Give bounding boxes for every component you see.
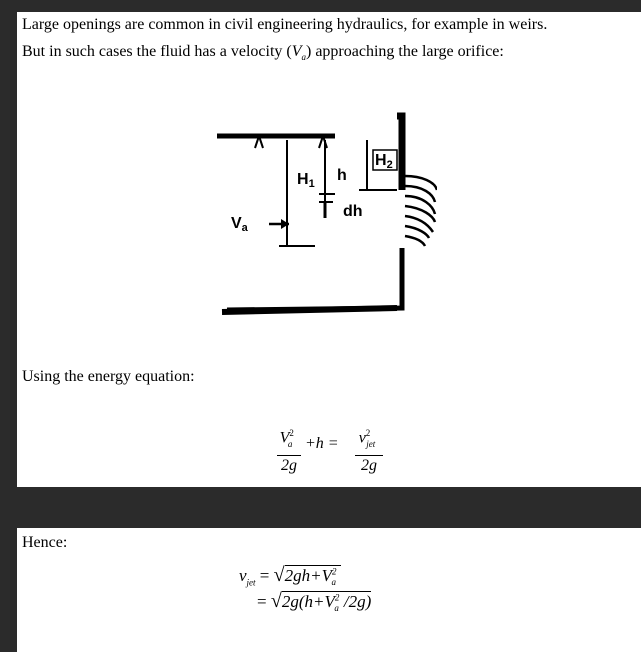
equation2-line-1: $v_{jet} = √2gh+V^2_a$	[239, 564, 341, 587]
intro-line-2-after: ) approaching the large orifice:	[306, 43, 504, 60]
intro-line-2	[22, 41, 504, 68]
energy-text: Using the energy equation:	[22, 368, 195, 385]
label-h: h	[337, 167, 347, 184]
content-panel-bottom	[17, 528, 641, 652]
lhs-fraction: $V^2_a$ 2g	[277, 424, 301, 476]
label-h2: H2	[375, 152, 393, 171]
jet-streamlines	[405, 176, 437, 246]
rhs-fraction: $v^2_{jet}$ 2g	[355, 424, 383, 476]
plus-h: +h =	[305, 435, 339, 452]
intro-line-2-sub: a	[301, 52, 306, 63]
intro-line-2-var: V	[291, 43, 302, 60]
orifice-diagram	[197, 98, 437, 334]
orifice-wall	[227, 116, 402, 310]
intro-line-1: Large openings are common in civil engineering hydraulics, for example in weirs.	[22, 16, 548, 33]
equation2-line-2: = $√2g(h+V^2_a$ /2g)	[257, 590, 372, 614]
energy-equation	[273, 424, 393, 476]
hence-text: Hence:	[22, 534, 68, 551]
label-va: Va	[231, 215, 248, 234]
label-h1: H1	[297, 171, 315, 190]
label-dh: dh	[343, 203, 363, 220]
intro-line-2-before: But in such cases the fluid has a velocity (	[22, 43, 292, 60]
jet-velocity-equation	[239, 564, 439, 624]
content-panel-top	[17, 12, 641, 487]
